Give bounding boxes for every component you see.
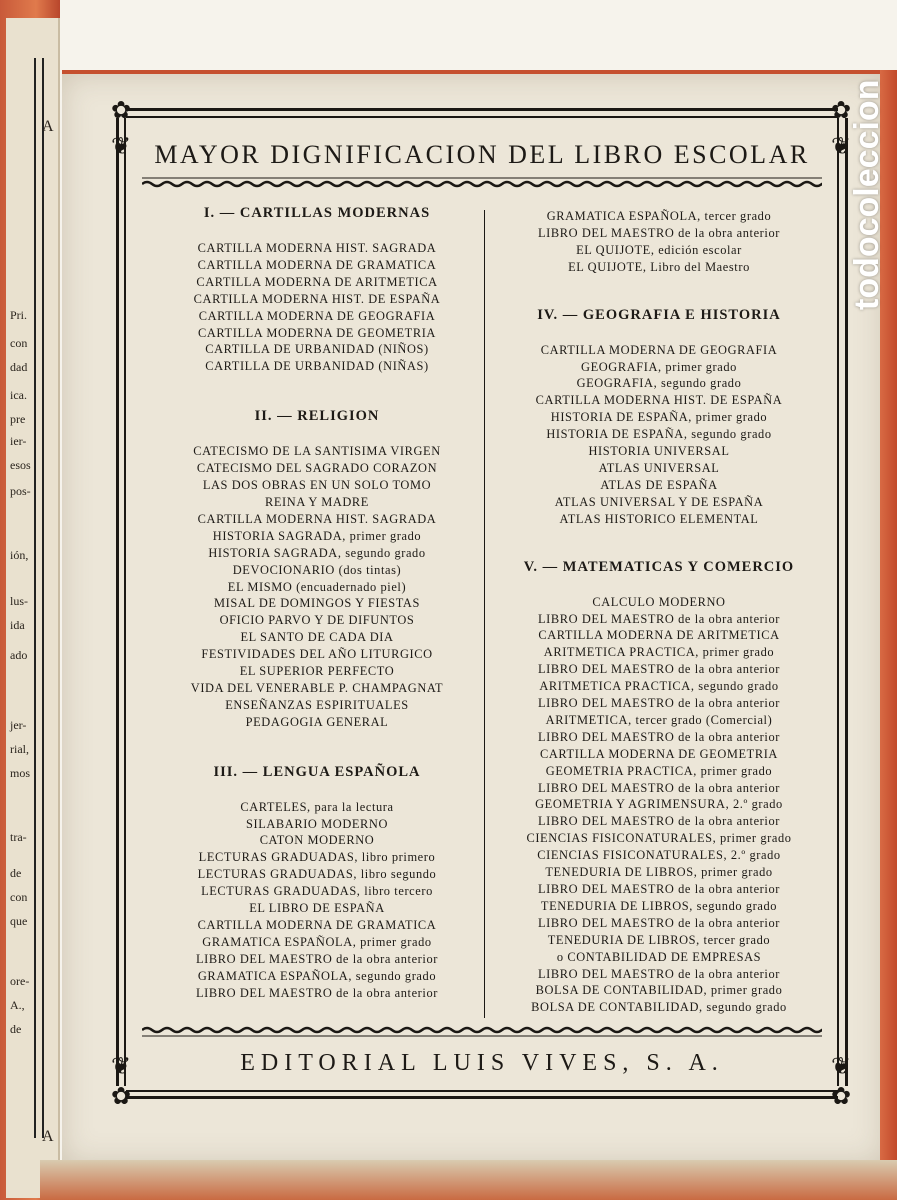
catalog-entry: ATLAS UNIVERSAL xyxy=(598,460,720,475)
catalog-entry: GEOGRAFIA, segundo grado xyxy=(576,376,742,391)
catalog-entry: GEOGRAFIA, primer grado xyxy=(581,359,737,374)
left-page-text-fragment: ado xyxy=(10,648,28,662)
catalog-entry: EL LIBRO DE ESPAÑA xyxy=(249,901,385,916)
page-title: MAYOR DIGNIFICACION DEL LIBRO ESCOLAR xyxy=(154,140,810,169)
catalog-entry: ATLAS UNIVERSAL Y DE ESPAÑA xyxy=(554,494,764,509)
catalog-entry: LIBRO DEL MAESTRO de la obra anterior xyxy=(196,985,438,1000)
catalog-entry: GRAMATICA ESPAÑOLA, tercer grado xyxy=(546,209,772,223)
left-page-text-fragment: pos- xyxy=(10,484,31,498)
frame-left-line xyxy=(116,118,119,1086)
left-column xyxy=(152,204,482,1002)
left-page-edge xyxy=(6,18,60,1198)
catalog-entry: CARTILLA MODERNA DE GEOGRAFIA xyxy=(540,342,778,357)
left-page-text-fragment: ión, xyxy=(10,548,29,562)
catalog-entry: CALCULO MODERNO xyxy=(592,594,726,609)
catalog-entry: CATECISMO DEL SAGRADO CORAZON xyxy=(196,461,438,476)
catalog-entry: HISTORIA DE ESPAÑA, primer grado xyxy=(550,410,768,425)
catalog-entry: CARTILLA MODERNA DE GEOMETRIA xyxy=(198,325,436,340)
catalog-entry: TENEDURIA DE LIBROS, primer grado xyxy=(545,865,773,880)
left-page-text-fragment: con xyxy=(10,336,28,350)
catalog-entry: DEVOCIONARIO (dos tintas) xyxy=(232,562,402,577)
catalog-entry: CARTELES, para la lectura xyxy=(240,799,394,814)
catalog-entry: CATECISMO DE LA SANTISIMA VIRGEN xyxy=(193,444,441,459)
catalog-entry: LIBRO DEL MAESTRO de la obra anterior xyxy=(538,882,780,896)
catalog-entry: BOLSA DE CONTABILIDAD, segundo grado xyxy=(531,1000,787,1015)
left-page-text-fragment: de xyxy=(10,1022,22,1036)
catalog-entry: HISTORIA DE ESPAÑA, segundo grado xyxy=(546,427,772,442)
left-page-text-fragment: ida xyxy=(10,618,25,632)
catalog-entry: LIBRO DEL MAESTRO de la obra anterior xyxy=(538,696,780,711)
catalog-entry: GEOMETRIA Y AGRIMENSURA, 2.º grado xyxy=(535,797,783,812)
catalog-entry: GEOMETRIA PRACTICA, primer grado xyxy=(545,763,773,778)
catalog-entry: OFICIO PARVO Y DE DIFUNTOS xyxy=(219,613,415,628)
catalog-entry: o CONTABILIDAD DE EMPRESAS xyxy=(556,949,762,964)
page-bottom-edge xyxy=(40,1160,897,1200)
publisher-footer: EDITORIAL LUIS VIVES, S. A. xyxy=(240,1050,724,1076)
watermark: todocoleccion xyxy=(848,79,886,310)
catalog-entry: LIBRO DEL MAESTRO de la obra anterior xyxy=(538,662,780,677)
catalog-entry: EL SUPERIOR PERFECTO xyxy=(239,664,395,679)
catalog-entry: CARTILLA MODERNA HIST. DE ESPAÑA xyxy=(193,291,441,306)
section-heading: II. — RELIGION xyxy=(254,408,380,425)
catalog-entry: LIBRO DEL MAESTRO de la obra anterior xyxy=(538,915,780,930)
catalog-entry: CATON MODERNO xyxy=(259,833,375,848)
column-divider xyxy=(484,210,485,1018)
section-heading: III. — LENGUA ESPAÑOLA xyxy=(213,763,421,780)
catalog-entry: CARTILLA MODERNA HIST. DE ESPAÑA xyxy=(535,393,783,408)
catalog-entry: REINA Y MADRE xyxy=(265,494,369,509)
catalog-entry: ARITMETICA, tercer grado (Comercial) xyxy=(545,712,773,727)
catalog-entry: LIBRO DEL MAESTRO de la obra anterior xyxy=(538,729,780,744)
left-page-text-fragment: Pri. xyxy=(10,308,28,322)
frame-top-line-inner xyxy=(126,116,838,118)
side-ornament-icon: ❦ xyxy=(110,1054,132,1080)
catalog-entry: GRAMATICA ESPAÑOLA, segundo grado xyxy=(197,968,437,983)
catalog-entry: EL SANTO DE CADA DIA xyxy=(240,630,394,645)
wave-divider-top xyxy=(142,176,822,190)
catalog-entry: MISAL DE DOMINGOS Y FIESTAS xyxy=(214,596,420,611)
catalog-entry: CARTILLA MODERNA DE ARITMETICA xyxy=(196,274,438,289)
left-page-text-fragment: A xyxy=(42,118,54,135)
catalog-entry: CARTILLA DE URBANIDAD (NIÑAS) xyxy=(205,359,429,374)
catalog-entry: CIENCIAS FISICONATURALES, primer grado xyxy=(526,831,792,846)
catalog-entry: ARITMETICA PRACTICA, segundo grado xyxy=(539,679,779,694)
catalog-entry: CARTILLA MODERNA DE GEOMETRIA xyxy=(540,746,778,761)
catalog-entry: LIBRO DEL MAESTRO de la obra anterior xyxy=(538,814,780,829)
corner-flower-icon: ✿ xyxy=(830,1084,852,1110)
catalog-entry: LIBRO DEL MAESTRO de la obra anterior xyxy=(538,225,780,240)
catalog-entry: CARTILLA DE URBANIDAD (NIÑOS) xyxy=(205,342,429,357)
left-page-border xyxy=(34,58,44,1138)
catalog-entry: ATLAS DE ESPAÑA xyxy=(600,477,718,492)
catalog-entry: HISTORIA UNIVERSAL xyxy=(588,444,730,459)
catalog-entry: EL QUIJOTE, Libro del Maestro xyxy=(568,259,750,274)
left-page-text-fragment: jer- xyxy=(10,718,27,732)
catalog-entry: TENEDURIA DE LIBROS, tercer grado xyxy=(547,932,771,947)
left-page-text-fragment: A., xyxy=(10,998,25,1012)
catalog-entry: ATLAS HISTORICO ELEMENTAL xyxy=(559,511,759,526)
catalog-entry: CARTILLA MODERNA HIST. SAGRADA xyxy=(197,241,437,255)
left-page-text-fragment: esos xyxy=(10,458,31,472)
frame-left-line-inner xyxy=(124,118,126,1086)
catalog-entry: SILABARIO MODERNO xyxy=(245,816,389,831)
catalog-entry: VIDA DEL VENERABLE P. CHAMPAGNAT xyxy=(190,680,444,695)
left-page-text-fragment: mos xyxy=(10,766,31,780)
left-page-text-fragment: que xyxy=(10,914,28,928)
catalog-entry: CARTILLA MODERNA DE GRAMATICA xyxy=(197,918,437,932)
catalog-entry: CARTILLA MODERNA DE GRAMATICA xyxy=(197,257,437,272)
catalog-entry: LIBRO DEL MAESTRO de la obra anterior xyxy=(538,966,780,981)
catalog-entry: CARTILLA MODERNA DE ARITMETICA xyxy=(538,628,780,643)
side-ornament-icon: ❦ xyxy=(110,134,132,160)
right-column xyxy=(494,208,824,1016)
catalog-entry: LECTURAS GRADUADAS, libro primero xyxy=(198,850,436,865)
wave-divider-bottom xyxy=(142,1024,822,1038)
catalog-entry: ARITMETICA PRACTICA, primer grado xyxy=(543,645,775,660)
catalog-entry: LIBRO DEL MAESTRO de la obra anterior xyxy=(196,951,438,966)
section-heading: IV. — GEOGRAFIA E HISTORIA xyxy=(537,306,781,323)
left-page-text-fragment: ier- xyxy=(10,434,27,448)
frame-right-line-inner xyxy=(837,118,839,1086)
catalog-entry: BOLSA DE CONTABILIDAD, primer grado xyxy=(535,983,783,998)
catalog-entry: PEDAGOGIA GENERAL xyxy=(245,714,389,729)
side-ornament-icon: ❦ xyxy=(830,134,852,160)
catalog-entry: TENEDURIA DE LIBROS, segundo grado xyxy=(540,898,778,913)
catalog-entry: HISTORIA SAGRADA, primer grado xyxy=(212,528,422,543)
catalog-entry: CARTILLA MODERNA DE GEOGRAFIA xyxy=(198,308,436,323)
left-page-text-fragment: A xyxy=(42,1128,54,1145)
catalog-entry: EL MISMO (encuadernado piel) xyxy=(227,579,407,594)
catalog-entry: LIBRO DEL MAESTRO de la obra anterior xyxy=(538,780,780,795)
catalog-entry: CARTILLA MODERNA HIST. SAGRADA xyxy=(197,511,437,526)
side-ornament-icon: ❦ xyxy=(830,1054,852,1080)
left-page-text-fragment: de xyxy=(10,866,22,880)
left-page-text-fragment: pre xyxy=(10,412,26,426)
catalog-entry: LECTURAS GRADUADAS, libro segundo xyxy=(197,867,437,882)
catalog-entry: GRAMATICA ESPAÑOLA, primer grado xyxy=(202,934,432,949)
catalog-entry: LECTURAS GRADUADAS, libro tercero xyxy=(201,884,433,899)
catalog-entry: FESTIVIDADES DEL AÑO LITURGICO xyxy=(201,647,433,662)
left-page-text-fragment: con xyxy=(10,890,28,904)
corner-flower-icon: ✿ xyxy=(110,1084,132,1110)
left-page-text-fragment: tra- xyxy=(10,830,27,844)
left-page-text-fragment: lus- xyxy=(10,594,28,608)
catalog-entry: EL QUIJOTE, edición escolar xyxy=(576,242,742,257)
catalog-frame xyxy=(110,98,852,1110)
left-page-text-fragment: ica. xyxy=(10,388,27,402)
frame-bottom-line-inner xyxy=(126,1090,838,1092)
frame-top-line xyxy=(126,108,838,111)
corner-flower-icon: ✿ xyxy=(110,98,132,124)
catalog-entry: ENSEÑANZAS ESPIRITUALES xyxy=(225,697,409,712)
section-heading: I. — CARTILLAS MODERNAS xyxy=(203,205,431,221)
left-page-text-fragment: ore- xyxy=(10,974,30,988)
section-heading: V. — MATEMATICAS Y COMERCIO xyxy=(523,558,795,575)
left-page-text-fragment: rial, xyxy=(10,742,29,756)
left-page-text-fragment: dad xyxy=(10,360,28,374)
catalog-entry: LAS DOS OBRAS EN UN SOLO TOMO xyxy=(202,478,432,493)
catalog-entry: HISTORIA SAGRADA, segundo grado xyxy=(208,545,426,560)
corner-flower-icon: ✿ xyxy=(830,98,852,124)
frame-bottom-line xyxy=(126,1096,838,1099)
catalog-entry: LIBRO DEL MAESTRO de la obra anterior xyxy=(538,611,780,626)
catalog-entry: CIENCIAS FISICONATURALES, 2.º grado xyxy=(537,848,781,863)
